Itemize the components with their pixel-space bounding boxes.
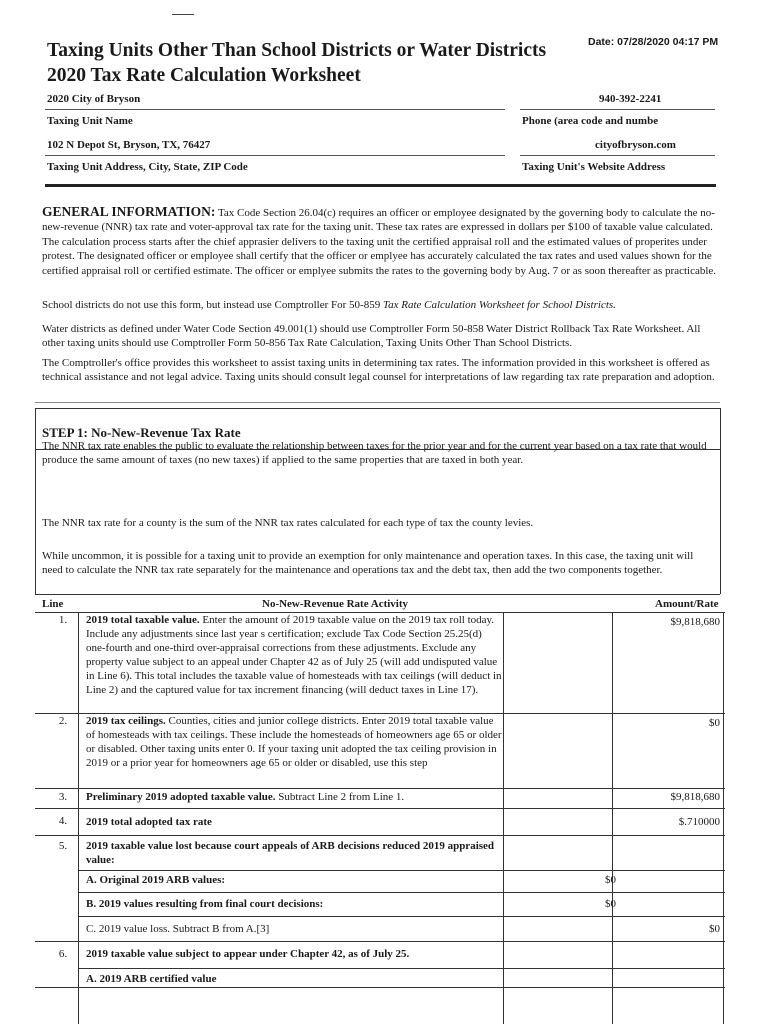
table-row: C. 2019 value loss. Subtract B from A.[3] [86, 923, 270, 935]
col-amount-header: Amount/Rate [655, 598, 719, 610]
step1-paragraph-1: The NNR tax rate enables the public to evaluate the relationship between taxes for the prior year and for the current year based on a tax rate that would produce the same amount of taxes (no new taxes) if applied to the same properties that are taxed in both year. [42, 440, 707, 467]
divider [520, 155, 715, 156]
table-row: A. Original 2019 ARB values: [86, 874, 226, 886]
amount-value: $9,818,680 [670, 791, 720, 803]
step1-paragraph-3: While uncommon, it is possible for a taxing unit to provide an exemption for only maintenance and operation taxes. In this case, the taxing unit will need to calculate the NNR tax rate separately for the maintenance and operations tax and the debt tax, then add the two components together. [42, 550, 694, 577]
divider [35, 612, 725, 613]
website-value: cityofbryson.com [595, 139, 676, 151]
subtotal-value: $0 [605, 898, 616, 910]
scan-mark [172, 14, 194, 15]
phone-value: 940-392-2241 [599, 93, 662, 105]
step1-title: STEP 1: No-New-Revenue Tax Rate [42, 425, 241, 440]
divider [35, 835, 725, 836]
col-rule [78, 612, 79, 1024]
amount-value: $9,818,680 [670, 616, 720, 628]
table-top-rule [35, 594, 720, 595]
divider [78, 916, 725, 917]
table-row: 2019 taxable value subject to appear under Chapter 42, as of July 25. [86, 948, 410, 960]
amount-value: $0 [709, 717, 720, 729]
divider [35, 713, 725, 714]
table-row: Preliminary 2019 adopted taxable value. Subtract Line 2 from Line 1. [86, 791, 405, 803]
line-number: 3. [58, 791, 68, 803]
table-row: B. 2019 values resulting from final court decisions: [86, 898, 324, 910]
table-row: 2019 tax ceilings. Counties, cities and junior college districts. Enter 2019 total taxable value of homesteads with tax ceilings. These include the homesteads of homeowners age 65 or older or disabled. Other taxing units enter 0. If your taxing unit adopted the tax ceiling provision in 2019 or a prior year for homeowners age 65 or older or disabled, use this step [86, 715, 502, 769]
line-number: 6. [58, 948, 68, 960]
taxing-unit-name-label: Taxing Unit Name [47, 115, 133, 127]
divider [35, 941, 725, 942]
form-title [47, 38, 546, 88]
water-districts-note: Water districts as defined under Water Code Section 49.001(1) should use Comptroller Form 50-858 Water District Rollback Tax Rate Worksheet. All other taxing units should use Comptroller Form 50-856 Tax Rate Calculation, Taxing Units Other Than School Districts. [42, 323, 701, 350]
divider [45, 155, 505, 156]
address-label: Taxing Unit Address, City, State, ZIP Code [47, 161, 248, 173]
print-date: Date: 07/28/2020 04:17 PM [588, 36, 719, 48]
table-row: 2019 taxable value lost because court appeals of ARB decisions reduced 2019 appraised value: [86, 840, 495, 866]
divider [35, 808, 725, 809]
general-info-heading: GENERAL INFORMATION: [42, 204, 216, 219]
line-number: 4. [58, 815, 68, 827]
table-row: 2019 total adopted tax rate [86, 816, 212, 828]
table-row: 2019 total taxable value. Enter the amount of 2019 taxable value on the 2019 tax roll today. Include any adjustments since last year s certification; exclude Tax Code Section 25.25(d) one-fourth and one-third over-appraisal corrections from these adjustments. Exclude any property value subject to an appeal under Chapter 42 as of July 25 (will add undisputed value in Line 6). This total includes the taxable value of homesteads with tax ceilings (will deduct in Line 2) and the captured value for tax increment financing (will deduct taxes in Line 17). [86, 614, 502, 696]
divider [78, 870, 725, 871]
phone-label: Phone (area code and numbe [522, 115, 659, 127]
table-row: A. 2019 ARB certified value [86, 973, 217, 985]
form-title-line1: Taxing Units Other Than School Districts or Water Districts [47, 40, 547, 61]
divider [35, 987, 725, 988]
amount-value: $0 [709, 923, 720, 935]
form-title-line2: 2020 Tax Rate Calculation Worksheet [47, 65, 361, 86]
divider [78, 968, 725, 969]
general-info-paragraph: GENERAL INFORMATION: Tax Code Section 26.04(c) requires an officer or employee designated by the governing body to calculate the no-new-revenue (NNR) tax rate and voter-approval tax rate for the taxing unit. These tax rates are expressed in dollars per $100 of taxable value calculated. The calculation process starts after the chief apprasier delivers to the taxing unit the certified appraisal roll and the estimated values of properites under protest. The designated officer or employee shall certify that the officer or emplyee has accurately calculated the tax rates and used values shown for the certified appraisal roll or certified estimate. The officer or emplyee submits the rates to the governing body by Aug. 7 or as soon thereafter as practicable. [42, 204, 717, 277]
taxing-unit-name-value: 2020 City of Bryson [47, 93, 141, 105]
comptroller-note: The Comptroller's office provides this worksheet to assist taxing units in determining tax rates. The information provided in this worksheet is offered as technical assistance and not legal advice. Taxing units should consult legal counsel for interpretations of law regarding tax rate preparation and adoption. [42, 357, 715, 384]
divider [35, 788, 725, 789]
subtotal-value: $0 [605, 874, 616, 886]
step1-paragraph-2: The NNR tax rate for a county is the sum of the NNR tax rates calculated for each type of tax the county levies. [42, 517, 534, 529]
col-line-header: Line [42, 598, 64, 610]
line-number: 2. [58, 715, 68, 727]
col-rule [503, 612, 504, 1024]
address-value: 102 N Depot St, Bryson, TX, 76427 [47, 139, 211, 151]
website-label: Taxing Unit's Website Address [522, 161, 666, 173]
divider [35, 402, 720, 403]
divider [520, 109, 715, 110]
amount-value: $.710000 [678, 816, 720, 828]
school-districts-note: School districts do not use this form, but instead use Comptroller For 50-859 Tax Rate Calculation Worksheet for School Districts. [42, 299, 616, 311]
col-activity-header: No-New-Revenue Rate Activity [262, 598, 409, 610]
col-rule [723, 612, 724, 1024]
divider [45, 109, 505, 110]
line-number: 1. [58, 614, 68, 626]
section-rule [45, 184, 716, 187]
divider [78, 892, 725, 893]
line-number: 5. [58, 840, 68, 852]
